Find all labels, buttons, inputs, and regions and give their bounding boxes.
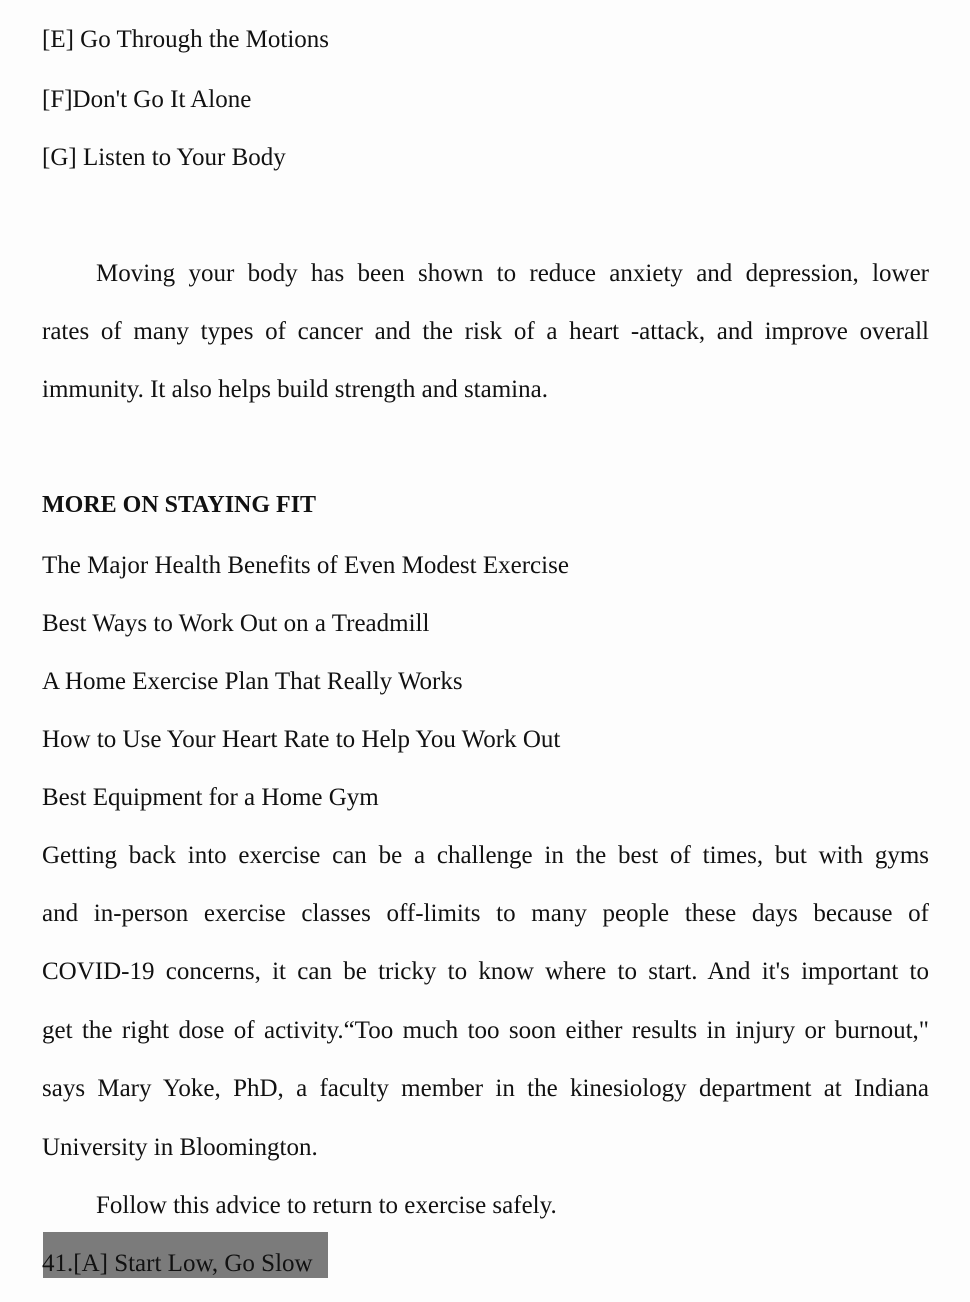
related-link[interactable]: A Home Exercise Plan That Really Works [42, 668, 463, 695]
paragraph-line: get the right dose of activity.“Too much too soon either results in injury or burnout," [42, 1017, 929, 1044]
related-link[interactable]: Best Equipment for a Home Gym [42, 784, 379, 811]
paragraph-line: University in Bloomington. [42, 1134, 318, 1161]
option-f: [F]Don't Go It Alone [42, 86, 252, 113]
option-g: [G] Listen to Your Body [42, 144, 286, 171]
advice-line: Follow this advice to return to exercise safely. [96, 1192, 557, 1219]
paragraph-line: immunity. It also helps build strength and stamina. [42, 376, 548, 403]
option-e: [E] Go Through the Motions [42, 26, 330, 53]
paragraph-line: says Mary Yoke, PhD, a faculty member in the kinesiology department at Indiana [42, 1075, 929, 1102]
paragraph-line: Getting back into exercise can be a challenge in the best of times, but with gyms [42, 842, 929, 869]
related-link[interactable]: How to Use Your Heart Rate to Help You Work Out [42, 726, 561, 753]
section-heading: MORE ON STAYING FIT [42, 492, 317, 518]
related-link[interactable]: The Major Health Benefits of Even Modest Exercise [42, 552, 569, 579]
paragraph-line: Moving your body has been shown to reduce anxiety and depression, lower [96, 260, 929, 287]
paragraph-line: rates of many types of cancer and the risk of a heart -attack, and improve overall [42, 318, 929, 345]
answer-text[interactable]: 41.[A] Start Low, Go Slow [42, 1250, 313, 1277]
paragraph-line: and in-person exercise classes off-limits to many people these days because of [42, 900, 929, 927]
paragraph-line: COVID-19 concerns, it can be tricky to know where to start. And it's important to [42, 958, 929, 985]
related-link[interactable]: Best Ways to Work Out on a Treadmill [42, 610, 430, 637]
